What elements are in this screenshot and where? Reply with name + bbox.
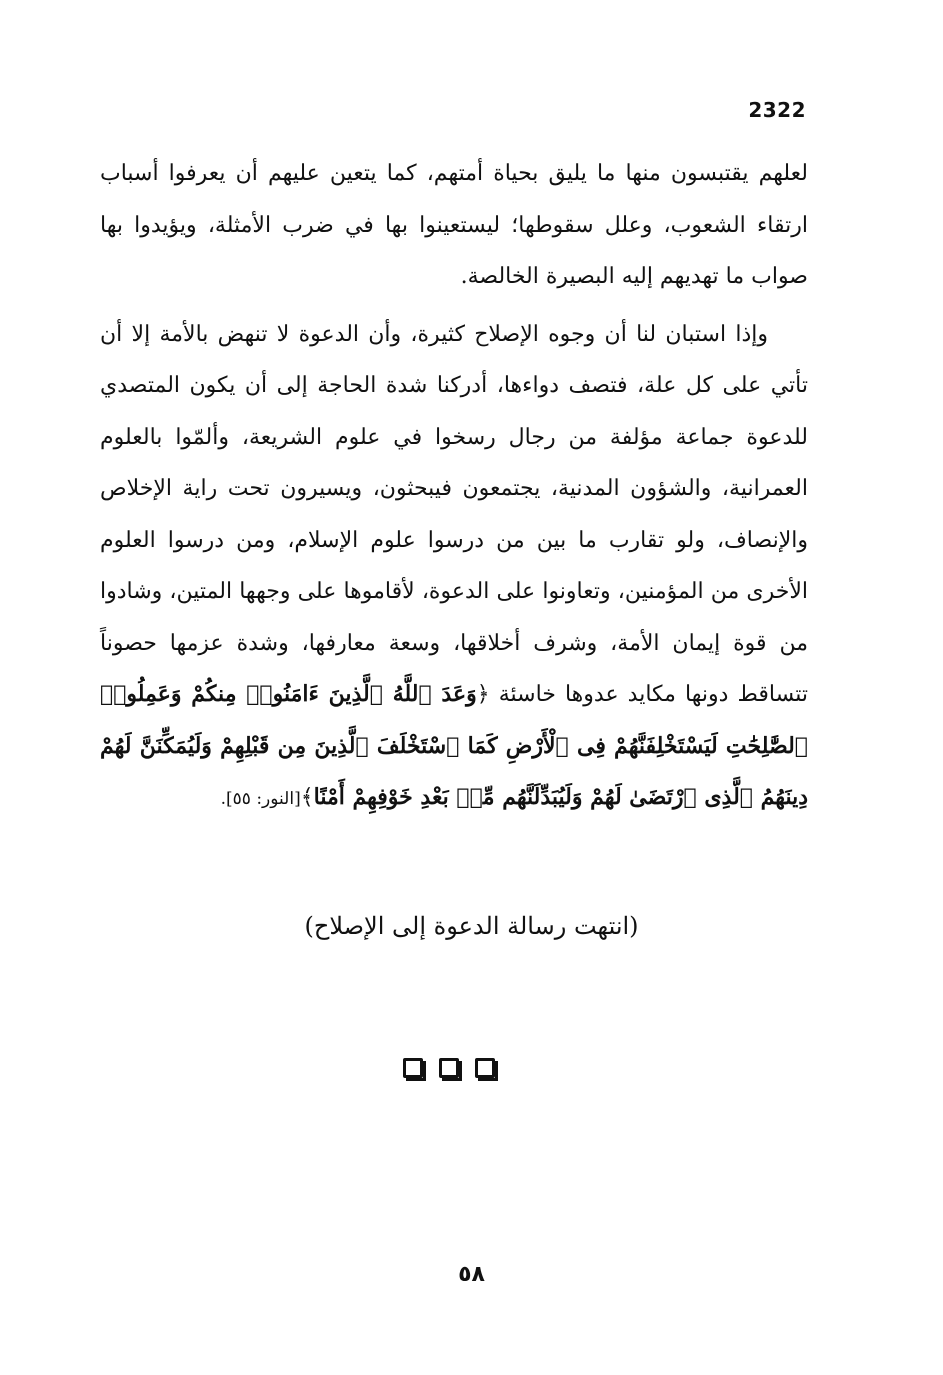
quran-close-brace: ﴾ xyxy=(300,785,314,810)
separator-square-icon xyxy=(403,1058,423,1078)
closing-note: (انتهت رسالة الدعوة إلى الإصلاح) xyxy=(304,912,639,940)
quran-open-brace: ﴿ xyxy=(476,682,490,707)
section-separator xyxy=(403,1058,495,1078)
separator-square-icon xyxy=(475,1058,495,1078)
separator-square-icon xyxy=(439,1058,459,1078)
page-header-number: 2322 xyxy=(748,98,806,122)
body-text xyxy=(100,148,808,826)
verse-citation: [النور: ٥٥]. xyxy=(220,789,301,809)
paragraph-2 xyxy=(100,309,808,826)
page-footer-number: ٥٨ xyxy=(458,1262,485,1287)
paragraph-1: لعلهم يقتبسون منها ما يليق بحياة أمتهم، كما يتعين عليهم أن يعرفوا أسباب ارتقاء الشعوب، وعلل سقوطها؛ ليستعينوا بها في ضرب الأمثلة، ويؤيدوا بها صواب ما تهديهم إليه البصيرة الخالصة. xyxy=(100,161,808,289)
paragraph-2-text: وإذا استبان لنا أن وجوه الإصلاح كثيرة، وأن الدعوة لا تنهض بالأمة إلا أن تأتي على كل علة، فتصف دواءها، أدركنا شدة الحاجة إلى أن يكون المتصدي للدعوة جماعة مؤلفة من رجال رسخوا في علوم الشريعة، وألمّوا بالعلوم العمرانية، والشؤون المدنية، يجتمعون فيبحثون، ويسيرون تحت راية الإخلاص والإنصاف، ولو تقارب ما بين من درسوا علوم الإسلام، ومن درسوا العلوم الأخرى من المؤمنين، وتعاونوا على الدعوة، لأقاموها على وجهها المتين، وشادوا من قوة إيمان الأمة، وشرف أخلاقها، وسعة معارفها، وشدة عزمها حصوناً تتساقط دونها مكايد عدوها خاسئة xyxy=(100,321,809,707)
quran-verse: وَعَدَ ٱللَّهُ ٱلَّذِينَ ءَامَنُوا۟ مِنكُمْ وَعَمِلُوا۟ ٱلصَّٰلِحَٰتِ لَيَسْتَخْلِفَنَّهُمْ فِى ٱلْأَرْضِ كَمَا ٱسْتَخْلَفَ ٱلَّذِينَ مِن قَبْلِهِمْ وَلَيُمَكِّنَنَّ لَهُمْ دِينَهُمُ ٱلَّذِى ٱرْتَضَىٰ لَهُمْ وَلَيُبَدِّلَنَّهُم مِّنۢ بَعْدِ خَوْفِهِمْ أَمْنًا xyxy=(100,681,808,810)
